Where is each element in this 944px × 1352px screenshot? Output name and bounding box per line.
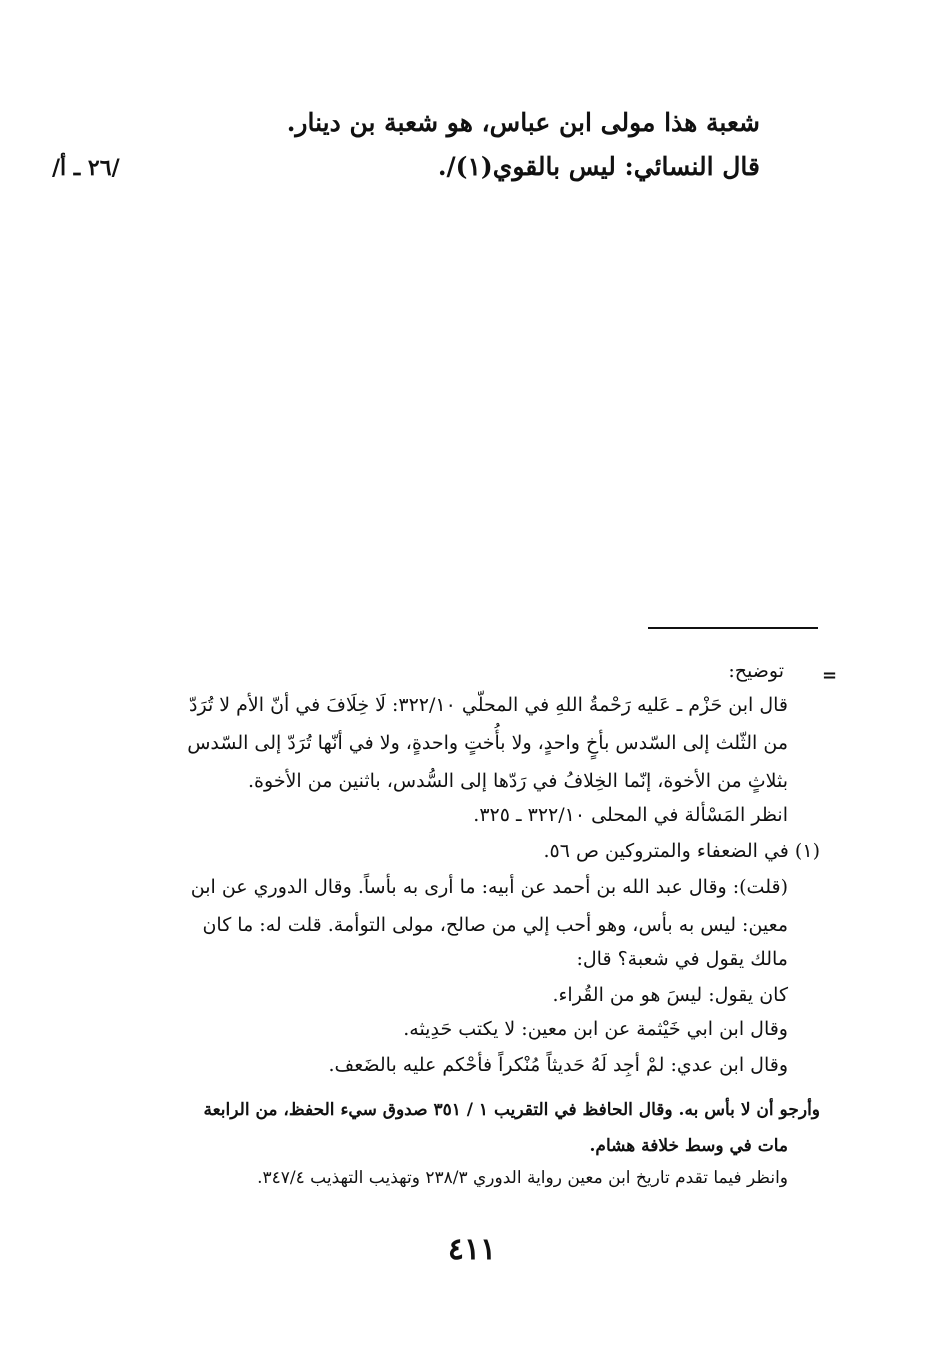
- footnote-1-line-5: كان يقول: ليسَ هو من القُراء.: [552, 984, 788, 1006]
- tawdih-line-3: بثلاثٍ من الأخوة، إنّما الخِلافُ في رَدّها إلى السُّدس، باثنين من الأخوة.: [248, 770, 788, 792]
- footnote-1-line-9: مات في وسط خلافة هشام.: [589, 1136, 788, 1156]
- footnote-1-line-7: وقال ابن عدي: لمْ أجِد لَهُ حَديثاً مُنْكراً فأحْكم عليه بالضَعف.: [328, 1054, 788, 1076]
- footnote-1-line-3: معين: ليس به بأس، وهو أحب إلي من صالح، مولى التوأمة. قلت له: ما كان: [202, 914, 788, 936]
- tawdih-heading: توضيح:: [728, 660, 784, 682]
- main-text-line-2: قال النسائي: ليس بالقوي(١)/.: [437, 152, 760, 181]
- footnote-1-line-6: وقال ابن ابي خَيْثمة عن ابن معين: لا يكتب حَدِيثه.: [403, 1018, 788, 1040]
- main-text-line-1: شعبة هذا مولى ابن عباس، هو شعبة بن دينار.: [286, 108, 760, 137]
- manuscript-folio-marker: /٢٦ ـ أ/: [52, 155, 120, 181]
- footnote-1-line-4: مالك يقول في شعبة؟ قال:: [576, 948, 788, 970]
- footnote-separator: [648, 627, 818, 629]
- footnote-1-line-10: وانظر فيما تقدم تاريخ ابن معين رواية الدوري ٢٣٨/٣ وتهذيب التهذيب ٣٤٧/٤.: [257, 1168, 788, 1188]
- tawdih-line-2: من الثّلث إلى السّدس بأخٍ واحدٍ، ولا بأُختٍ واحدةٍ، ولا في أنّها تُرَدّ إلى السّدس: [187, 732, 788, 754]
- continuation-mark: =: [822, 665, 838, 686]
- footnote-1-line-8: وأرجو أن لا بأس به. وقال الحافظ في التقريب ١ / ٣٥١ صدوق سيء الحفظ، من الرابعة: [203, 1100, 820, 1120]
- page-number: ٤١١: [447, 1232, 497, 1267]
- footnote-1-line-2: (قلت): وقال عبد الله بن أحمد عن أبيه: ما أرى به بأساً. وقال الدوري عن ابن: [190, 876, 788, 898]
- tawdih-line-4: انظر المَسْألة في المحلى ٣٢٢/١٠ ـ ٣٢٥.: [473, 804, 788, 826]
- tawdih-line-1: قال ابن حَزْم ـ عَليه رَحْمةُ اللهِ في المحلّي ٣٢٢/١٠: لَا خِلَافَ في أنّ الأم لا تُرَدّ: [189, 694, 788, 716]
- footnote-1-line-1: (١) في الضعفاء والمتروكين ص ٥٦.: [543, 840, 820, 862]
